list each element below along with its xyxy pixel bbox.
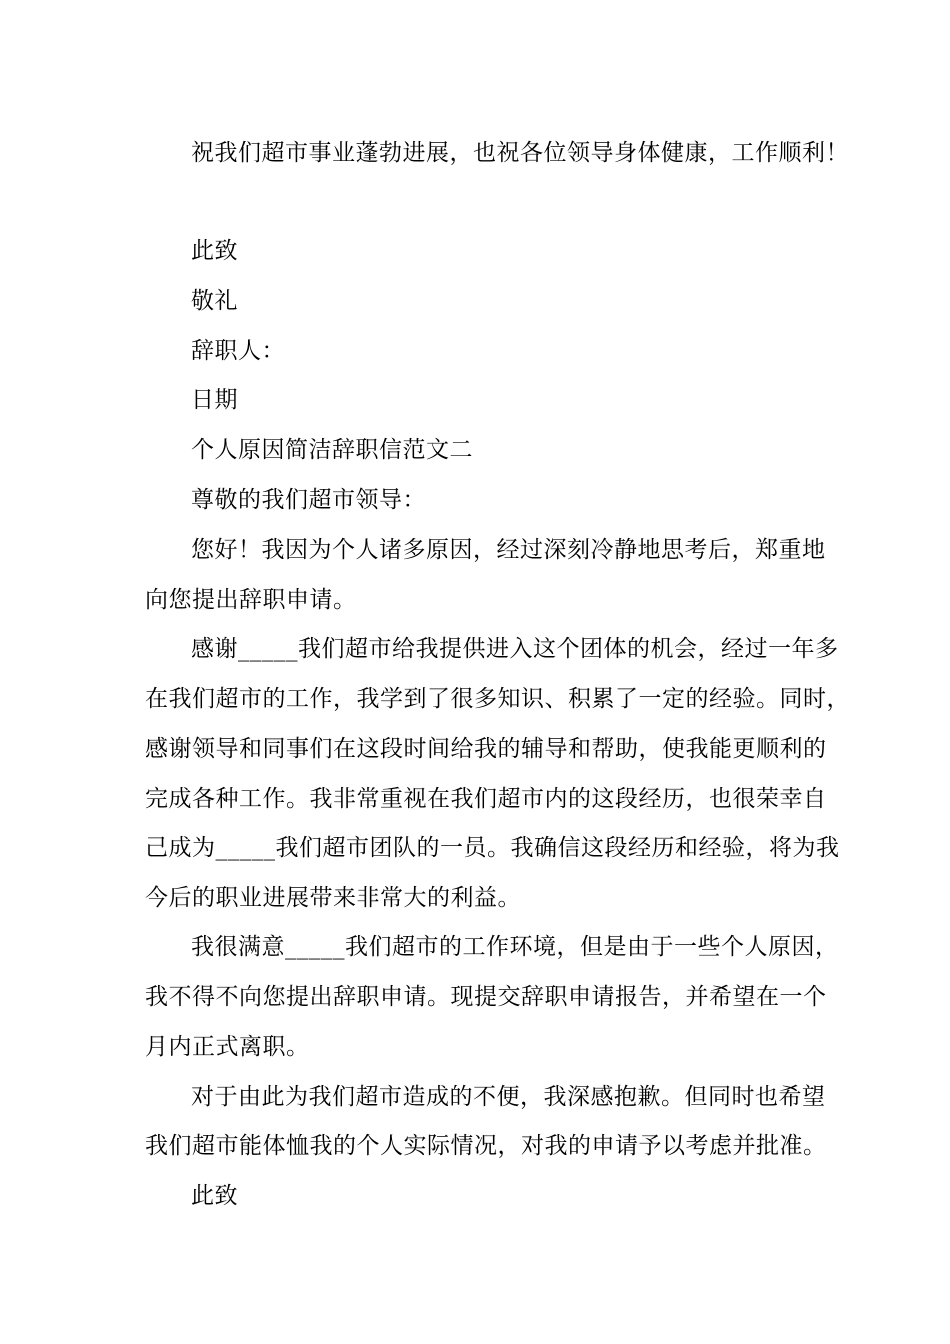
paragraph-3-line-3: 月内正式离职。	[145, 1034, 310, 1060]
salutation-jing-li: 敬礼	[191, 288, 238, 314]
paragraph-2-line-2: 在我们超市的工作，我学到了很多知识、积累了一定的经验。同时，	[145, 686, 850, 712]
paragraph-4-line-1: 对于由此为我们超市造成的不便，我深感抱歉。但同时也希望	[191, 1084, 826, 1110]
paragraph-1-line-2: 向您提出辞职申请。	[145, 587, 357, 613]
resigner-label: 辞职人：	[191, 338, 285, 364]
salutation-ci-zhi: 此致	[191, 238, 238, 264]
greeting: 尊敬的我们超市领导：	[191, 487, 426, 513]
paragraph-3-line-1: 我很满意_____我们超市的工作环境，但是由于一些个人原因，	[191, 934, 839, 960]
paragraph-1-line-1: 您好！我因为个人诸多原因，经过深刻冷静地思考后，郑重地	[191, 537, 826, 563]
date-label: 日期	[191, 387, 238, 413]
paragraph-3-line-2: 我不得不向您提出辞职申请。现提交辞职申请报告，并希望在一个	[145, 984, 827, 1010]
paragraph-2-line-5: 己成为_____我们超市团队的一员。我确信这段经历和经验，将为我	[145, 835, 840, 861]
paragraph-2-line-1: 感谢_____我们超市给我提供进入这个团体的机会，经过一年多	[191, 636, 839, 662]
paragraph-2-line-4: 完成各种工作。我非常重视在我们超市内的这段经历，也很荣幸自	[145, 786, 827, 812]
paragraph-2-line-6: 今后的职业进展带来非常大的利益。	[145, 885, 521, 911]
section-title: 个人原因简洁辞职信范文二	[191, 437, 473, 463]
paragraph-4-line-2: 我们超市能体恤我的个人实际情况，对我的申请予以考虑并批准。	[145, 1133, 827, 1159]
final-salutation: 此致	[191, 1183, 238, 1209]
closing-blessing: 祝我们超市事业蓬勃进展，也祝各位领导身体健康，工作顺利！	[191, 140, 849, 166]
paragraph-2-line-3: 感谢领导和同事们在这段时间给我的辅导和帮助，使我能更顺利的	[145, 736, 827, 762]
